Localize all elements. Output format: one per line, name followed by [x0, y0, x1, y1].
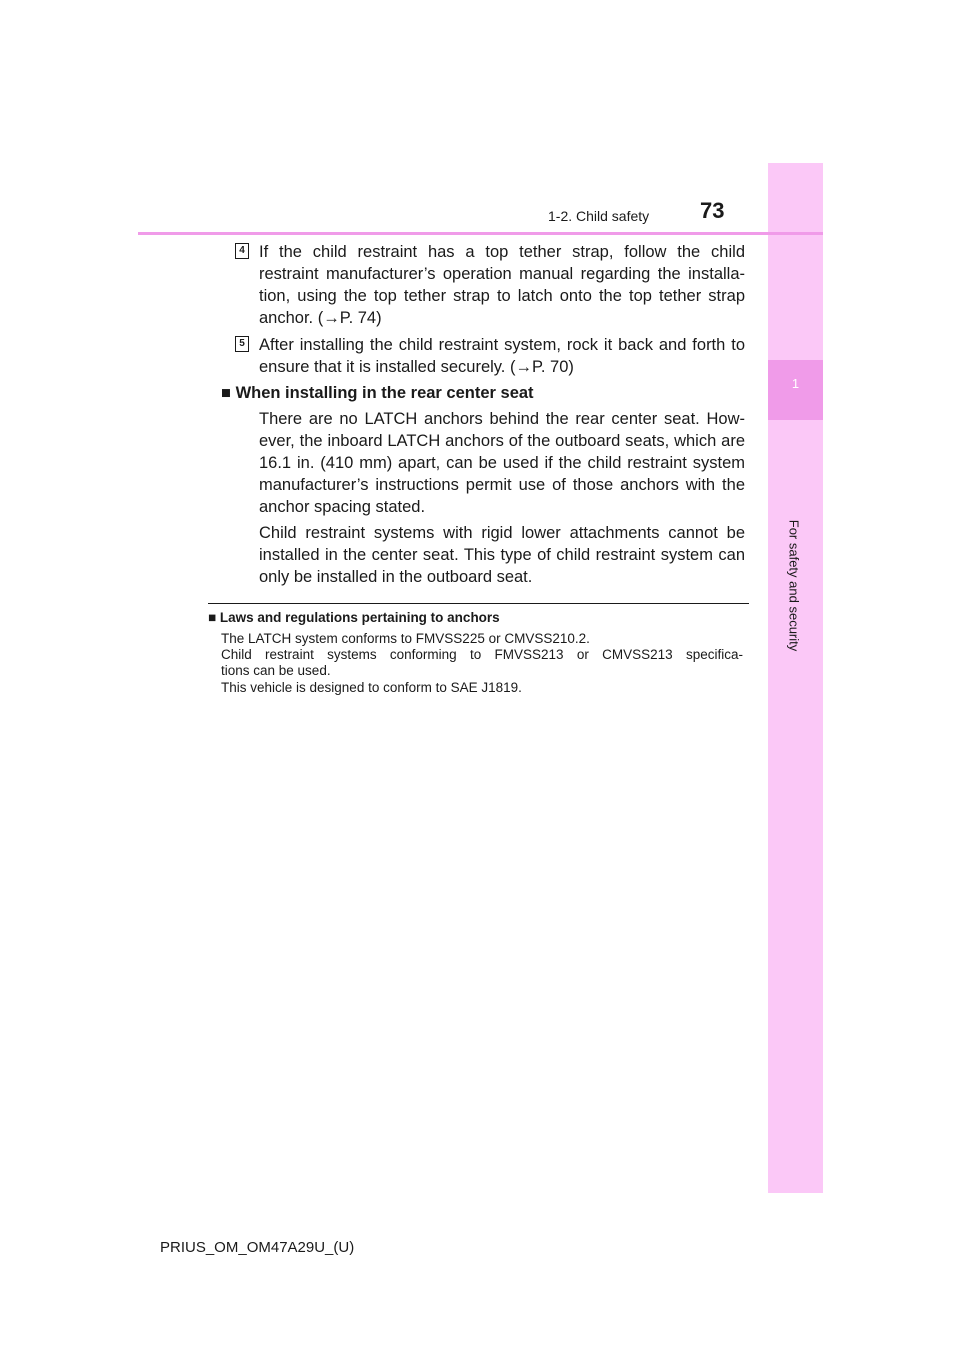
note-line: This vehicle is designed to conform to SAE J1819.	[221, 680, 522, 695]
page-number: 73	[700, 198, 725, 223]
chapter-title: For safety and security	[786, 519, 802, 651]
note-heading: ■ Laws and regulations pertaining to anchors	[208, 610, 500, 625]
note-divider	[208, 603, 749, 604]
note-line: Child restraint systems conforming to FMVSS213 or CMVSS213 specifica-	[221, 647, 743, 662]
note-line: The LATCH system conforms to FMVSS225 or CMVSS210.2.	[221, 631, 590, 646]
header-rule	[138, 232, 823, 235]
step-number-5: 5	[235, 336, 249, 352]
note-line: tions can be used.	[221, 663, 331, 678]
step-5-text: After installing the child restraint system, rock it back and forth to ensure that it is installed securely. (→P. 70)	[259, 336, 745, 376]
document-id: PRIUS_OM_OM47A29U_(U)	[160, 1239, 355, 1256]
center-seat-paragraph-2: Child restraint systems with rigid lower attachments cannot be installed in the center seat. This type of child restraint system can only be installed in the outboard seat.	[259, 524, 745, 586]
step-4-text: If the child restraint has a top tether strap, follow the child restraint manufacturer’s operation manual regarding the installa- tion, using the top tether strap to latch onto the top tether strap anchor. (→P. 74)	[259, 243, 745, 327]
chapter-number: 1	[791, 376, 800, 391]
center-seat-heading: ■ When installing in the rear center seat	[221, 384, 534, 402]
square-bullet-icon: ■	[221, 384, 231, 402]
center-seat-paragraph-1: There are no LATCH anchors behind the rear center seat. How- ever, the inboard LATCH anchors of the outboard seats, which are 16.1 in. (410 mm) apart, can be used if the child restraint system manufacturer’s instructions permit use of those anchors with the anchor spacing stated.	[259, 410, 745, 516]
section-title: 1-2. Child safety	[548, 208, 650, 224]
chapter-side-tab	[768, 163, 823, 1193]
step-number-4: 4	[235, 243, 249, 259]
